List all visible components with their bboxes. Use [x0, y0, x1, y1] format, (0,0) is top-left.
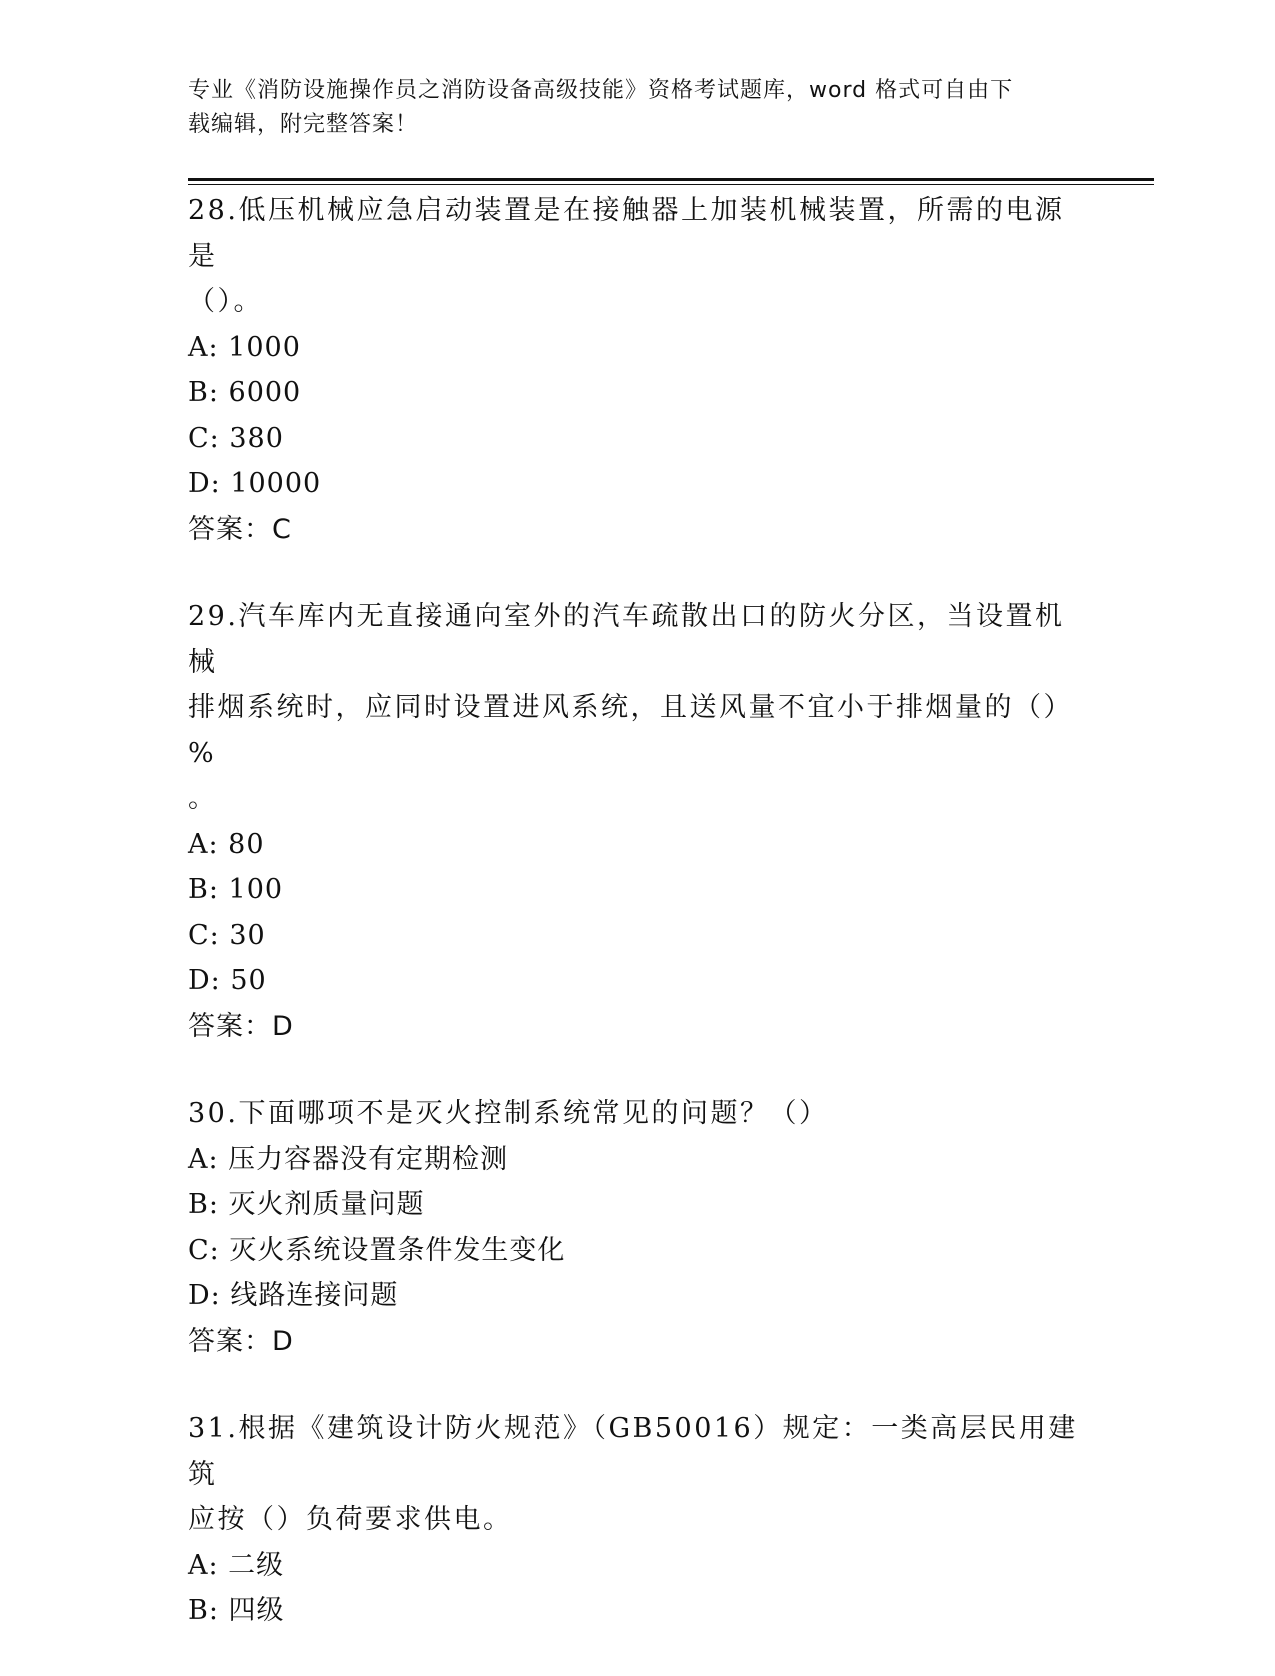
- option-b: B: 100: [188, 874, 284, 905]
- option-d: D: 线路连接问题: [188, 1280, 399, 1311]
- answer: 答案：C: [188, 513, 292, 545]
- header-line-2: 载编辑，附完整答案！: [188, 112, 419, 137]
- question-29: [188, 594, 1078, 1049]
- header-rule-thin: [188, 184, 1154, 185]
- header-rule-thick: [188, 178, 1154, 181]
- question-stem-line: 30.下面哪项不是灭火控制系统常见的问题？（）: [188, 1098, 829, 1129]
- question-28: [188, 188, 1078, 552]
- question-stem-line: 29.汽车库内无直接通向室外的汽车疏散出口的防火分区，当设置机械: [188, 601, 1065, 678]
- document-header: [188, 74, 1058, 142]
- option-b: B: 灭火剂质量问题: [188, 1189, 425, 1220]
- option-a: A: 二级: [188, 1549, 285, 1581]
- question-30: [188, 1091, 1078, 1364]
- option-c: C: 30: [188, 919, 266, 951]
- option-a: A: 1000: [188, 331, 301, 363]
- option-b: B: 四级: [188, 1595, 285, 1626]
- answer: 答案：D: [188, 1325, 294, 1357]
- question-stem-line: （）。: [188, 286, 263, 317]
- question-stem-line: 31.根据《建筑设计防火规范》（GB50016）规定：一类高层民用建筑: [188, 1413, 1078, 1490]
- option-a: A: 80: [188, 828, 265, 860]
- question-list: [188, 188, 1078, 1676]
- question-stem-line: 应按（）负荷要求供电。: [188, 1504, 513, 1535]
- option-c: C: 380: [188, 422, 284, 454]
- question-31: [188, 1406, 1078, 1634]
- option-a: A: 压力容器没有定期检测: [188, 1143, 509, 1175]
- option-d: D: 10000: [188, 468, 322, 499]
- option-d: D: 50: [188, 965, 267, 996]
- header-line-1: 专业《消防设施操作员之消防设备高级技能》资格考试题库，word 格式可自由下: [188, 78, 1014, 103]
- question-stem-line: 排烟系统时，应同时设置进风系统，且送风量不宜小于排烟量的（）%: [188, 692, 1073, 769]
- option-c: C: 灭火系统设置条件发生变化: [188, 1234, 566, 1266]
- option-b: B: 6000: [188, 377, 302, 408]
- question-stem-line: 28.低压机械应急启动装置是在接触器上加装机械装置，所需的电源是: [188, 195, 1065, 272]
- answer: 答案：D: [188, 1010, 294, 1042]
- question-stem-line: 。: [188, 783, 218, 814]
